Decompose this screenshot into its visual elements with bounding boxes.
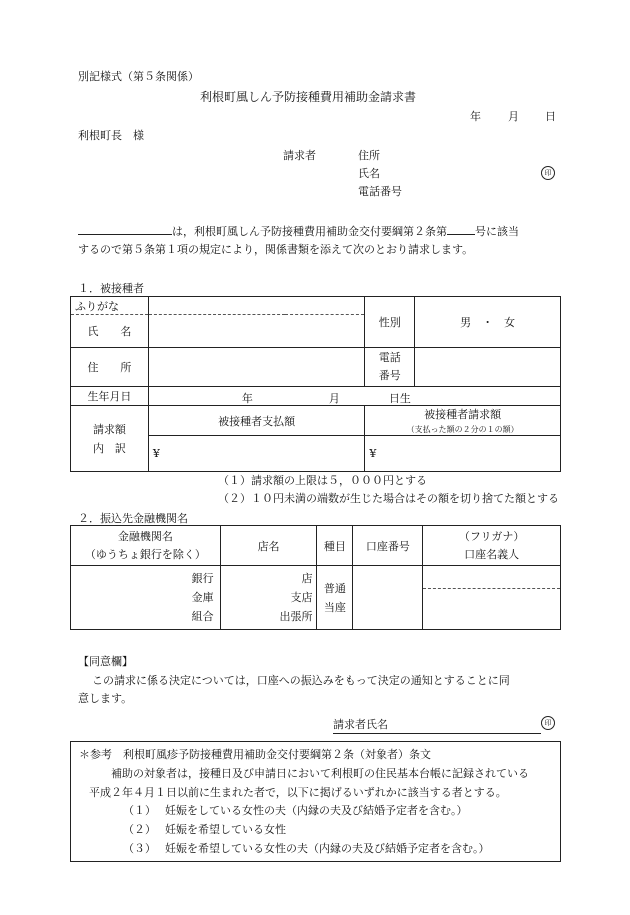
phone-field[interactable] bbox=[415, 348, 561, 387]
consent-line-2: 意します。 bbox=[78, 692, 133, 705]
seal-icon: 印 bbox=[541, 716, 555, 730]
claim-amount-field[interactable] bbox=[365, 436, 561, 472]
gender-label: 性別 bbox=[365, 297, 415, 348]
reference-title: ＊参考 利根町風疹予防接種費用補助金交付要綱第２条（対象者）条文 bbox=[79, 748, 431, 761]
address-label: 住 所 bbox=[71, 348, 149, 387]
account-number-field[interactable] bbox=[353, 566, 423, 630]
account-type-header: 種目 bbox=[317, 526, 353, 566]
dob-month-label: 月 bbox=[328, 392, 340, 405]
statement-text-1: は，利根町風しん予防接種費用補助金交付要綱第２条第 bbox=[172, 225, 447, 238]
statement-blank-name[interactable] bbox=[78, 222, 172, 235]
consent-signature-line[interactable] bbox=[333, 716, 541, 734]
yen-sign: ¥ bbox=[369, 447, 377, 460]
paid-amount-field[interactable] bbox=[148, 436, 364, 472]
signature-label: 請求者氏名 bbox=[333, 718, 388, 731]
bank-name-field[interactable] bbox=[71, 566, 221, 630]
bank-name-header bbox=[71, 526, 221, 566]
section2-heading: ２．振込先金融機関名 bbox=[78, 512, 188, 525]
statement-line-2: するので第５条第１項の規定により，関係書類を添えて次のとおり請求します。 bbox=[78, 243, 474, 256]
bank-type-label: 銀行 bbox=[191, 572, 214, 585]
account-type-option[interactable]: 当座 bbox=[323, 600, 346, 614]
branch-name-field[interactable] bbox=[220, 566, 317, 630]
account-holder-furigana-label: （フリガナ） bbox=[458, 529, 525, 543]
statement-blank-number[interactable] bbox=[447, 222, 475, 235]
furigana-field[interactable] bbox=[148, 297, 364, 315]
bank-type-label: 金庫 bbox=[191, 591, 214, 604]
account-holder-header bbox=[423, 526, 561, 566]
section1-heading: １．被接種者 bbox=[78, 282, 144, 295]
page-title: 利根町風しん予防接種費用補助金請求書 bbox=[200, 90, 417, 104]
phone-label bbox=[365, 348, 415, 387]
account-type-field[interactable] bbox=[317, 566, 353, 630]
date-month-label: 月 bbox=[508, 110, 519, 123]
requester-phone-label: 電話番号 bbox=[358, 185, 402, 198]
reference-line-2: 平成２年４月１日以前に生まれた者で，以下に掲げるいずれかに該当する者とする。 bbox=[89, 786, 507, 799]
bank-name-header-line1: 金融機関名 bbox=[117, 529, 173, 543]
furigana-label: ふりがな bbox=[71, 297, 149, 315]
reference-item-num: （３） bbox=[123, 842, 156, 855]
statement-text-2: 号に該当 bbox=[475, 225, 519, 238]
account-number-header: 口座番号 bbox=[353, 526, 423, 566]
note-1: （１）請求額の上限は５，０００円とする bbox=[218, 474, 427, 487]
branch-name-header: 店名 bbox=[220, 526, 317, 566]
bank-type-label: 組合 bbox=[191, 610, 214, 623]
reference-box bbox=[70, 741, 561, 862]
account-type-option[interactable]: 普通 bbox=[323, 581, 346, 595]
consent-line-1: この請求に係る決定については，口座への振込みをもって決定の通知とすることに同 bbox=[92, 674, 510, 687]
dob-day-label: 日生 bbox=[388, 392, 411, 405]
reference-line-1: 補助の対象者は，接種日及び申請日において利根町の住民基本台帳に記録されている bbox=[111, 767, 529, 780]
reference-item-text: 妊娠を希望している女性の夫（内縁の夫及び結婚予定者を含む。） bbox=[165, 842, 490, 855]
phone-label-line2: 番号 bbox=[378, 369, 401, 382]
address-field[interactable] bbox=[148, 348, 364, 387]
claim-label-line1: 請求額 bbox=[92, 422, 126, 436]
name-field[interactable] bbox=[148, 315, 364, 348]
dob-year-label: 年 bbox=[241, 392, 253, 405]
gender-selector[interactable]: 男 ・ 女 bbox=[415, 297, 561, 348]
reference-item-text: 妊娠をしている女性の夫（内縁の夫及び結婚予定者を含む。） bbox=[165, 804, 468, 817]
account-holder-field[interactable] bbox=[423, 566, 561, 630]
account-holder-name-field[interactable] bbox=[423, 589, 560, 629]
requester-address-label: 住所 bbox=[358, 149, 380, 162]
claim-amount-header bbox=[365, 406, 561, 436]
date-day-label: 日 bbox=[545, 110, 556, 123]
claim-amount-header-text: 被接種者請求額 bbox=[424, 408, 502, 421]
addressee: 利根町長 様 bbox=[78, 129, 144, 142]
bank-table bbox=[70, 525, 561, 630]
reference-item-num: （１） bbox=[123, 804, 156, 817]
dob-label: 生年月日 bbox=[71, 387, 149, 406]
requester-name-label: 氏名 bbox=[358, 167, 380, 180]
date-year-label: 年 bbox=[470, 110, 481, 123]
branch-type-label: 支店 bbox=[290, 591, 313, 604]
reference-item-text: 妊娠を希望している女性 bbox=[165, 823, 286, 836]
branch-type-label: 出張所 bbox=[279, 610, 313, 623]
consent-heading: 【同意欄】 bbox=[78, 655, 133, 668]
claim-amount-note: （支払った額の２分の１の額） bbox=[406, 425, 519, 434]
seal-icon: 印 bbox=[541, 166, 555, 180]
claim-label-line2: 内 訳 bbox=[92, 441, 126, 455]
dob-field[interactable] bbox=[148, 387, 560, 406]
name-label: 氏 名 bbox=[71, 315, 149, 348]
paid-amount-header: 被接種者支払額 bbox=[148, 406, 364, 436]
bank-name-header-line2: （ゆうちょ銀行を除く） bbox=[84, 547, 206, 561]
yen-sign: ¥ bbox=[152, 447, 160, 460]
reference-item-num: （２） bbox=[123, 823, 156, 836]
branch-type-label: 店 bbox=[301, 572, 313, 585]
claim-label bbox=[71, 406, 149, 472]
requester-label: 請求者 bbox=[283, 149, 316, 162]
phone-label-line1: 電話 bbox=[378, 351, 401, 364]
form-reference: 別記様式（第５条関係） bbox=[78, 70, 199, 83]
account-holder-label: 口座名義人 bbox=[464, 547, 520, 561]
note-2: （２）１０円未満の端数が生じた場合はその額を切り捨てた額とする bbox=[218, 492, 559, 505]
account-holder-furigana-field[interactable] bbox=[423, 566, 560, 589]
recipient-table bbox=[70, 296, 561, 472]
